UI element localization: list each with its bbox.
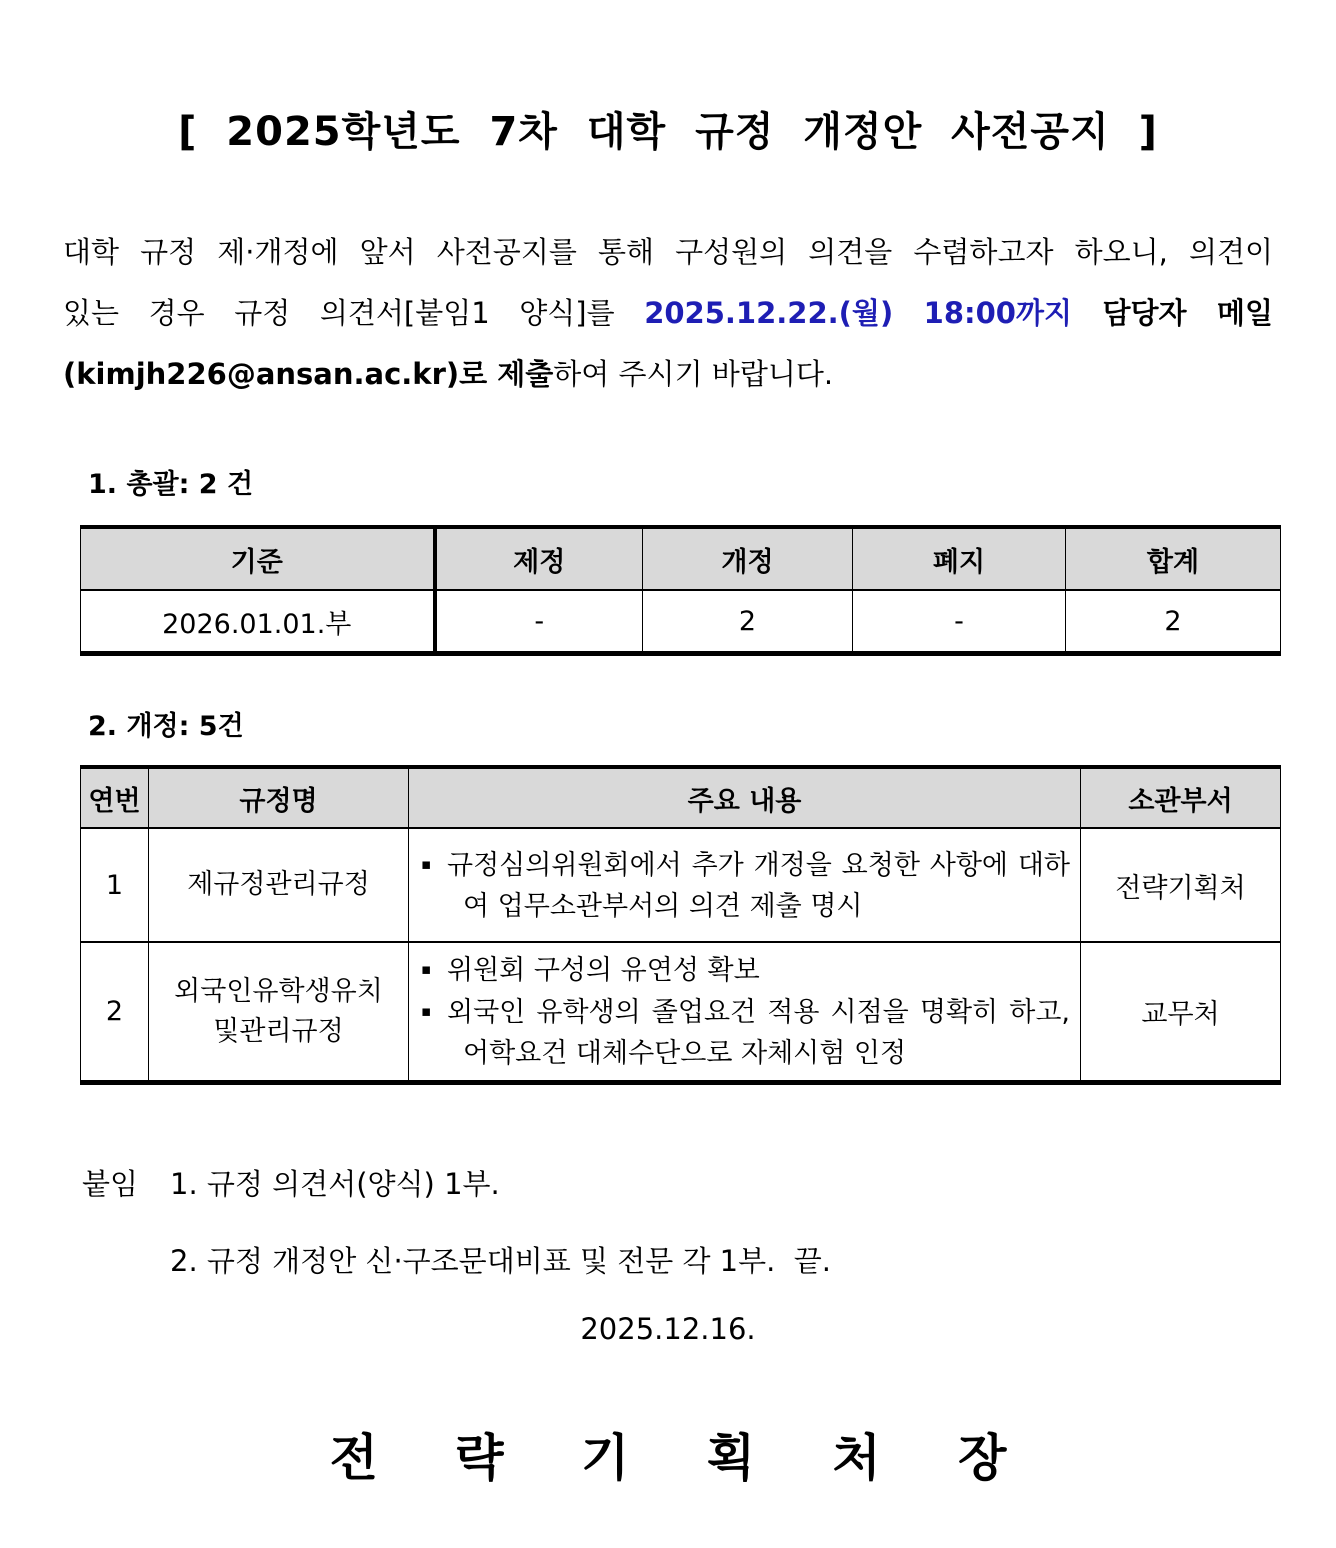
section1-heading: 1. 총괄: 2 건 — [88, 469, 254, 500]
summary-table — [80, 525, 1281, 656]
revision-2-name-line-2: 및관리규정 — [213, 1015, 344, 1047]
revisions-header-main-content: 주요 내용 — [409, 767, 1081, 828]
summary-table-header-row — [81, 527, 1281, 590]
revisions-header-no: 연번 — [81, 767, 149, 828]
revision-row-2 — [81, 942, 1281, 1083]
summary-header-abolished: 폐지 — [853, 527, 1066, 590]
revision-2-name — [149, 942, 409, 1083]
revision-1-no: 1 — [81, 828, 149, 942]
bullet-item-text: 규정심의위원회에서 추가 개정을 요청한 사항에 대하여 업무소관부서의 의견 제출 명시 — [447, 849, 1070, 922]
revisions-table-header-row — [81, 767, 1281, 828]
summary-cell-enacted: - — [435, 590, 643, 654]
content-bullet-item — [421, 844, 1070, 927]
summary-cell-basis: 2026.01.01.부 — [81, 590, 435, 654]
intro-line-2-text: 있는 경우 규정 의견서[붙임1 양식]를 — [63, 296, 645, 330]
email-text: (kimjh226@ansan.ac.kr)로 제출 — [63, 357, 554, 391]
summary-header-total: 합계 — [1066, 527, 1281, 590]
signature-title: 전 략 기 획 처 장 — [329, 1429, 1037, 1487]
deadline-text: 2025.12.22.(월) 18:00까지 — [644, 296, 1073, 330]
revisions-table — [80, 765, 1281, 1085]
contact-label: 담당자 메일 — [1072, 296, 1274, 330]
bullet-item-text: 외국인 유학생의 졸업요건 적용 시점을 명확히 하고, 어학요건 대체수단으로 자체시험 인정 — [447, 997, 1070, 1069]
intro-line-3-rest: 하여 주시기 바랍니다. — [553, 357, 834, 391]
intro-line-1: 대학 규정 제·개정에 앞서 사전공지를 통해 구성원의 의견을 수렴하고자 하오니, 의견이 — [63, 235, 1273, 269]
revisions-header-department: 소관부서 — [1081, 767, 1281, 828]
attachment-line-2: 2. 규정 개정안 신·구조문대비표 및 전문 각 1부. 끝. — [170, 1244, 832, 1278]
summary-header-basis: 기준 — [81, 527, 435, 590]
attachment-line-1: 1. 규정 의견서(양식) 1부. — [170, 1167, 500, 1201]
content-bullet-item — [421, 949, 1070, 991]
summary-table-row — [81, 590, 1281, 654]
section2-heading: 2. 개정: 5건 — [88, 711, 244, 742]
summary-cell-abolished: - — [853, 590, 1066, 654]
revisions-header-regulation-name: 규정명 — [149, 767, 409, 828]
revision-1-content — [409, 828, 1081, 942]
revision-2-content — [409, 942, 1081, 1083]
intro-line-2 — [63, 283, 1273, 344]
revision-2-name-line-1: 외국인유학생유치 — [174, 975, 383, 1007]
content-bullet-item — [421, 991, 1070, 1074]
attachments-block — [82, 1166, 831, 1279]
revision-2-department: 교무처 — [1081, 942, 1281, 1083]
summary-cell-revised: 2 — [643, 590, 853, 654]
square-bullet-icon: ▪ — [421, 854, 432, 873]
revision-2-no: 2 — [81, 942, 149, 1083]
square-bullet-icon: ▪ — [421, 960, 432, 978]
square-bullet-icon: ▪ — [421, 1002, 432, 1020]
revision-row-1 — [81, 828, 1281, 942]
summary-cell-total: 2 — [1066, 590, 1281, 654]
attachments-label: 붙임 — [82, 1167, 139, 1201]
revision-1-name — [149, 828, 409, 942]
summary-header-enacted: 제정 — [435, 527, 643, 590]
intro-paragraph — [63, 222, 1273, 405]
summary-header-revised: 개정 — [643, 527, 853, 590]
document-date: 2025.12.16. — [580, 1312, 756, 1346]
bullet-item-text: 위원회 구성의 유연성 확보 — [447, 955, 760, 986]
revision-1-department: 전략기획처 — [1081, 828, 1281, 942]
revision-1-name-line-1: 제규정관리규정 — [187, 869, 370, 900]
document-title: [ 2025학년도 7차 대학 규정 개정안 사전공지 ] — [178, 109, 1158, 155]
attachments-list — [170, 1166, 831, 1279]
intro-line-3 — [63, 344, 1273, 405]
